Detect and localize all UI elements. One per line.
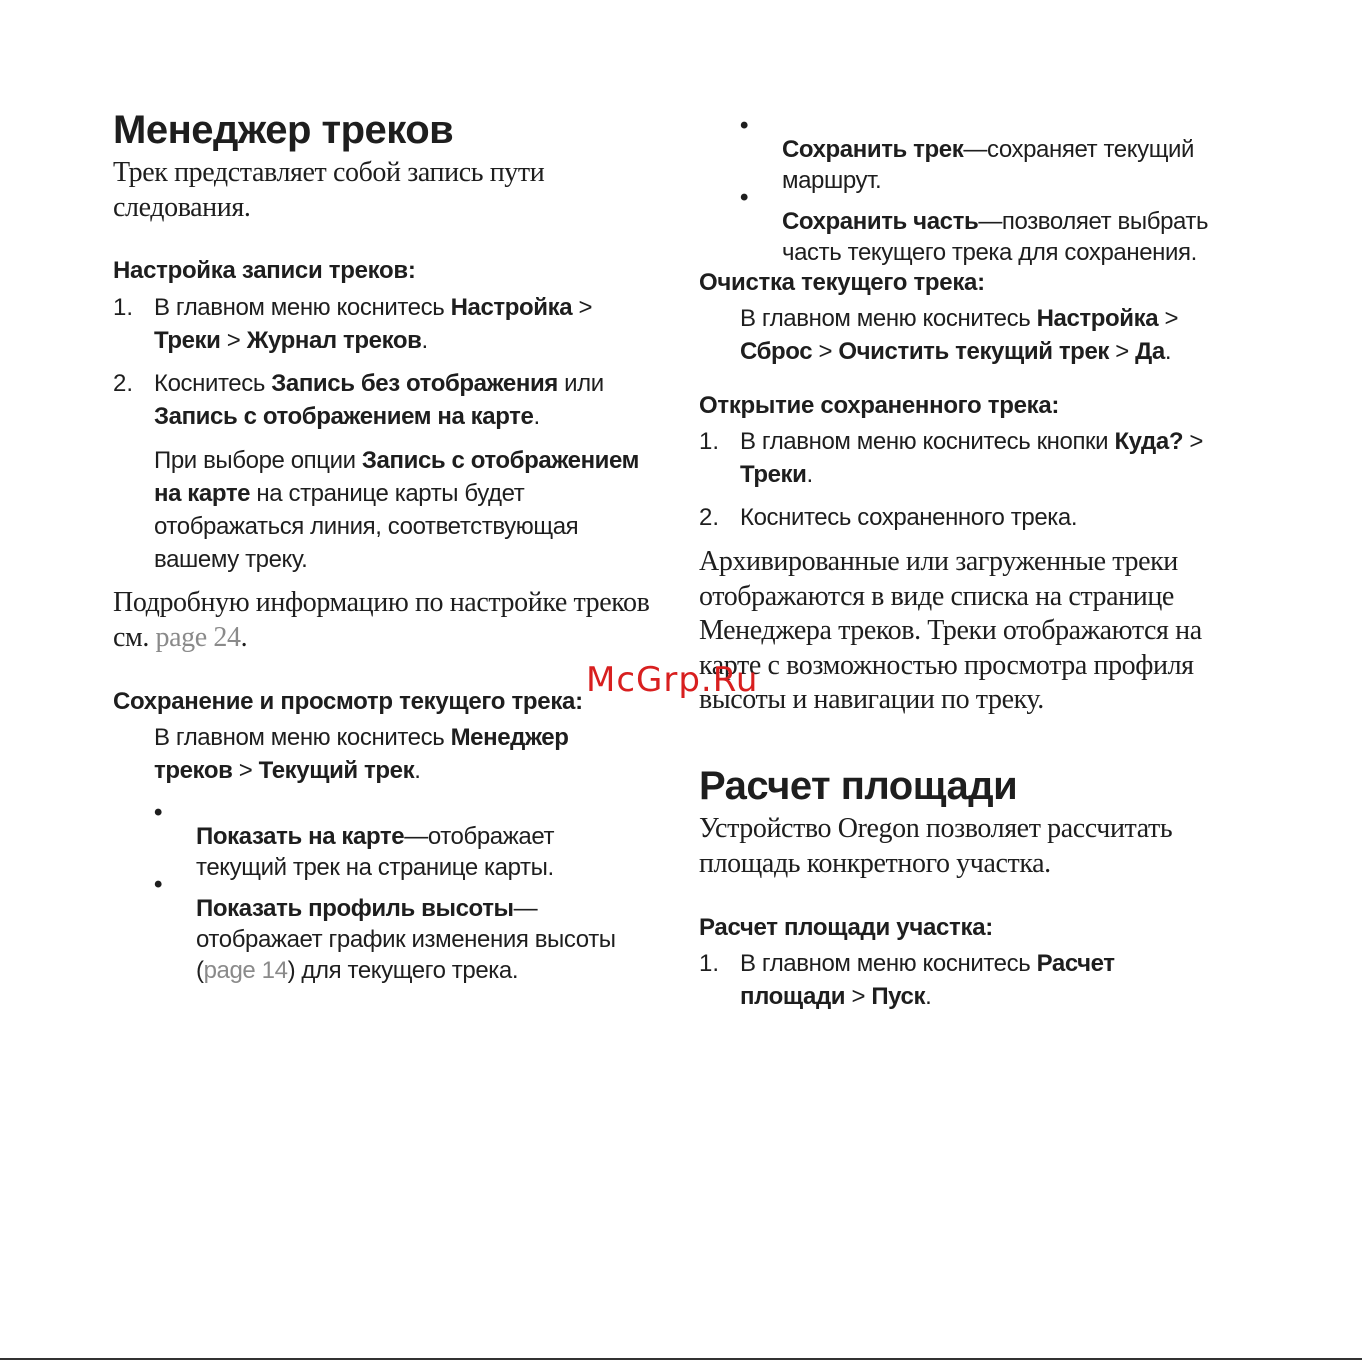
open-step1-line2: Треки. — [740, 461, 813, 488]
setup-step2-line1: Коснитесь Запись без отображения или — [154, 370, 604, 397]
clear-track-heading: Очистка текущего трека: — [699, 269, 985, 296]
bullet-dot: • — [154, 871, 163, 898]
bullet-save-track-line1: Сохранить трек—сохраняет текущий — [782, 136, 1195, 163]
area-intro-line1: Устройство Oregon позволяет рассчитать — [699, 813, 1173, 844]
more-info-line1: Подробную информацию по настройке треков — [113, 587, 650, 618]
archive-line1: Архивированные или загруженные треки — [699, 546, 1178, 577]
step-number: 2. — [113, 370, 134, 397]
bullet-save-part-line2: часть текущего трека для сохранения. — [782, 239, 1197, 266]
bullet-dot: • — [740, 112, 749, 139]
watermark-logo: McGrp.Ru — [586, 660, 759, 700]
area-heading: Расчет площади участка: — [699, 914, 993, 941]
step-number: 1. — [699, 428, 720, 455]
setup-note-line1: При выборе опции Запись с отображением — [154, 447, 639, 474]
setup-note-line2: на карте на странице карты будет — [154, 480, 525, 507]
current-line2: треков > Текущий трек. — [154, 757, 421, 784]
clear-line2: Сброс > Очистить текущий трек > Да. — [740, 338, 1172, 365]
step-number: 1. — [113, 294, 134, 321]
setup-heading: Настройка записи треков: — [113, 257, 416, 284]
archive-line5: высоты и навигации по треку. — [699, 684, 1044, 715]
open-track-heading: Открытие сохраненного трека: — [699, 392, 1060, 419]
bullet-show-map-line2: текущий трек на странице карты. — [196, 854, 554, 881]
step-number: 1. — [699, 950, 720, 977]
intro-line-1: Трек представляет собой запись пути — [113, 157, 545, 188]
setup-step2-line2: Запись с отображением на карте. — [154, 403, 540, 430]
page-14-link[interactable]: page 14 — [203, 957, 288, 984]
setup-note-line4: вашему треку. — [154, 546, 308, 573]
page-title: Менеджер треков — [113, 108, 454, 152]
intro-line-2: следования. — [113, 192, 251, 223]
step-number: 2. — [699, 504, 720, 531]
bullet-dot: • — [154, 799, 163, 826]
area-step1-line2: площади > Пуск. — [740, 983, 932, 1010]
current-line1: В главном меню коснитесь Менеджер — [154, 724, 569, 751]
archive-line2: отображаются в виде списка на странице — [699, 581, 1174, 612]
open-step2: Коснитесь сохраненного трека. — [740, 504, 1078, 531]
more-info-line2: см. page 24. — [113, 622, 248, 653]
area-title: Расчет площади — [699, 764, 1018, 808]
setup-step1-line2: Треки > Журнал треков. — [154, 327, 428, 354]
bullet-dot: • — [740, 184, 749, 211]
page-24-link[interactable]: page 24 — [155, 622, 241, 653]
bullet-show-map-line1: Показать на карте—отображает — [196, 823, 555, 850]
setup-note-line3: отображаться линия, соответствующая — [154, 513, 579, 540]
bullet-profile-line1: Показать профиль высоты— — [196, 895, 538, 922]
bullet-profile-line3: (page 14) для текущего трека. — [196, 957, 519, 984]
archive-line4: карте с возможностью просмотра профиля — [699, 650, 1194, 681]
area-step1-line1: В главном меню коснитесь Расчет — [740, 950, 1115, 977]
archive-line3: Менеджера треков. Треки отображаются на — [699, 615, 1202, 646]
setup-step1-line1: В главном меню коснитесь Настройка > — [154, 294, 593, 321]
area-intro-line2: площадь конкретного участка. — [699, 848, 1051, 879]
bullet-save-part-line1: Сохранить часть—позволяет выбрать — [782, 208, 1209, 235]
current-track-heading: Сохранение и просмотр текущего трека: — [113, 688, 583, 715]
open-step1-line1: В главном меню коснитесь кнопки Куда? > — [740, 428, 1203, 455]
clear-line1: В главном меню коснитесь Настройка > — [740, 305, 1179, 332]
bullet-profile-line2: отображает график изменения высоты — [196, 926, 616, 953]
bottom-rule — [0, 1358, 1362, 1360]
bullet-save-track-line2: маршрут. — [782, 167, 882, 194]
